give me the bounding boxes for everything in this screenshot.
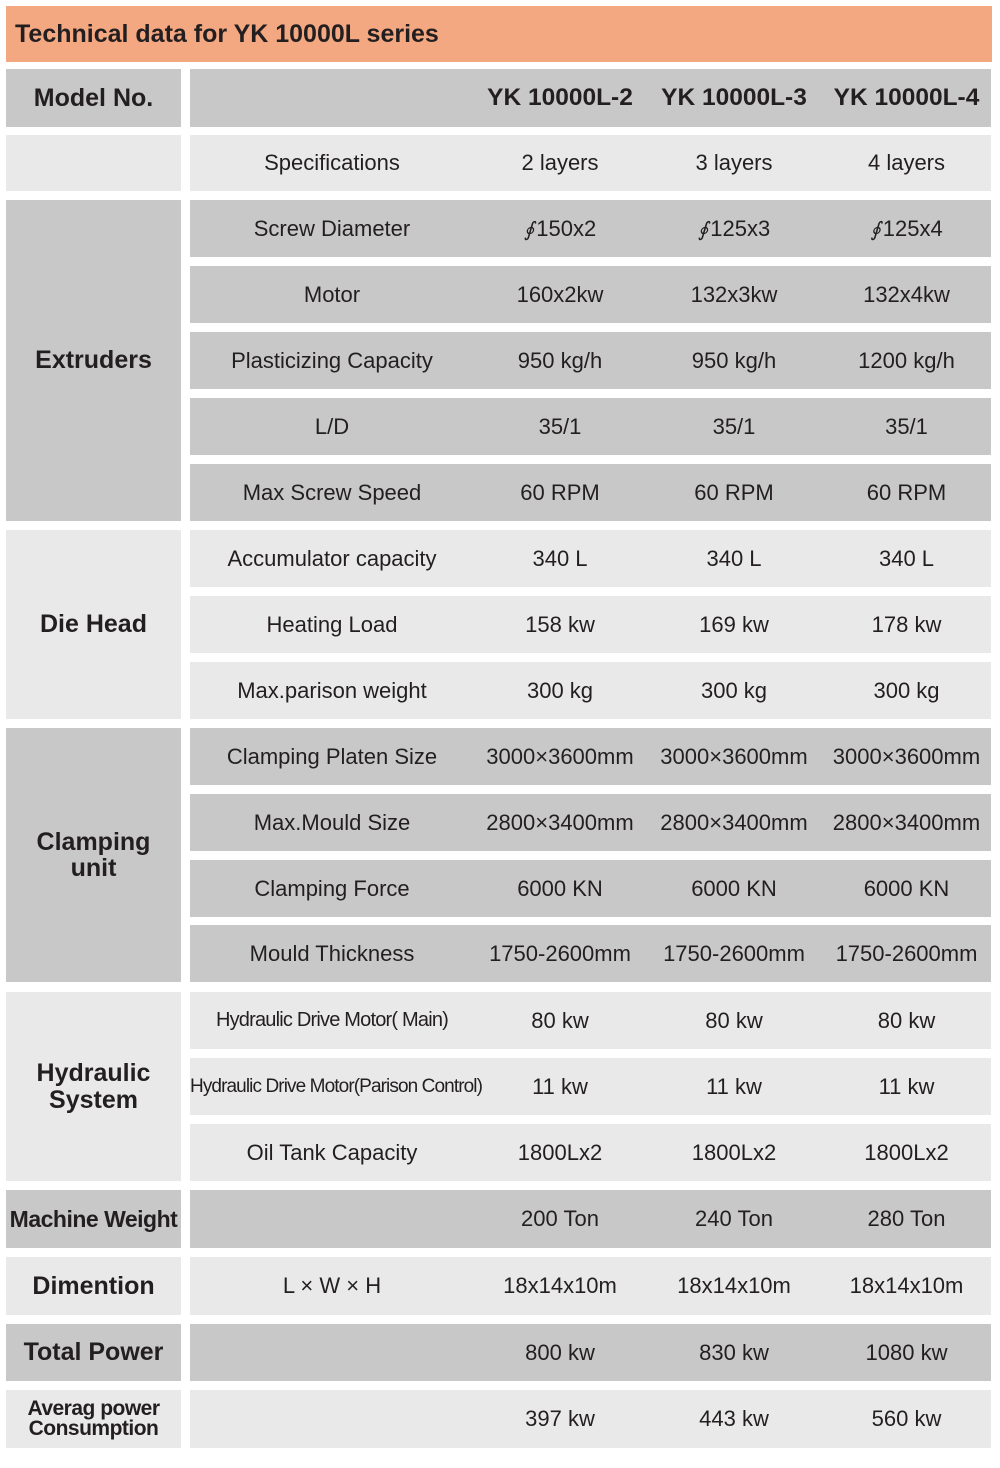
value-cell: 1800Lx2 bbox=[517, 1139, 603, 1165]
value-cell: 2 layers bbox=[521, 150, 599, 175]
value-cell: 3000×3600mm bbox=[832, 743, 981, 769]
spec-label: Hydraulic Drive Motor( Main) bbox=[215, 1009, 449, 1031]
category-dimention: Dimention bbox=[6, 1257, 181, 1315]
value-cell: 1750-2600mm bbox=[835, 940, 978, 966]
diameter-icon: ∮ bbox=[870, 216, 881, 241]
value-cell: ∮125x3 bbox=[697, 215, 771, 241]
spec-label: L/D bbox=[314, 413, 350, 439]
value-cell: 80 kw bbox=[531, 1007, 589, 1033]
value-cell: 35/1 bbox=[538, 413, 582, 439]
value-cell: 200 Ton bbox=[521, 1206, 599, 1231]
value-cell: 4 layers bbox=[867, 150, 946, 175]
value-cell: 18x14x10m bbox=[503, 1273, 617, 1298]
value-cell: 60 RPM bbox=[866, 479, 947, 505]
value-cell: ∮125x4 bbox=[870, 215, 943, 241]
table-row bbox=[190, 1324, 991, 1381]
category-hydraulic-system: Hydraulic System bbox=[6, 992, 181, 1181]
spec-label: Plasticizing Capacity bbox=[231, 347, 433, 373]
value-cell: 35/1 bbox=[885, 413, 928, 439]
category-average-power-consumption: Averag power Consumption bbox=[6, 1390, 181, 1448]
model-name: YK 10000L-4 bbox=[833, 84, 980, 111]
value-cell: 443 kw bbox=[699, 1406, 769, 1431]
spec-label: Max Screw Speed bbox=[242, 479, 422, 505]
table-row bbox=[190, 596, 991, 653]
table-row bbox=[190, 135, 991, 191]
table-row bbox=[190, 464, 991, 521]
value-cell: 300 kg bbox=[700, 677, 768, 703]
value-cell: 3 layers bbox=[695, 150, 773, 175]
value-cell: 6000 KN bbox=[691, 875, 777, 901]
spec-label: Hydraulic Drive Motor(Parison Control) bbox=[190, 1075, 483, 1097]
table-row bbox=[190, 1058, 991, 1115]
spec-label: Heating Load bbox=[266, 611, 398, 637]
category-die-head: Die Head bbox=[6, 530, 181, 719]
table-row bbox=[190, 398, 991, 455]
value-cell: 132x3kw bbox=[690, 281, 778, 307]
table-title bbox=[6, 6, 992, 62]
category-machine-weight: Machine Weight bbox=[6, 1190, 181, 1248]
value-cell: 950 kg/h bbox=[517, 347, 603, 373]
value-cell: 397 kw bbox=[525, 1406, 595, 1431]
value-cell: 178 kw bbox=[871, 611, 942, 637]
value-cell: 80 kw bbox=[877, 1007, 936, 1033]
value-cell: 1200 kg/h bbox=[858, 347, 955, 373]
value-cell: 3000×3600mm bbox=[660, 743, 808, 769]
spec-label: L × W × H bbox=[282, 1273, 382, 1298]
value-cell: 6000 KN bbox=[863, 875, 950, 901]
value-cell: 2800×3400mm bbox=[486, 809, 634, 835]
value-cell: 60 RPM bbox=[694, 479, 774, 505]
value-cell: 158 kw bbox=[525, 611, 595, 637]
value-cell: 280 Ton bbox=[867, 1206, 946, 1231]
value-cell: 1800Lx2 bbox=[864, 1139, 949, 1165]
model-header-row bbox=[190, 69, 991, 127]
value-cell: 340 L bbox=[532, 545, 588, 571]
table-row bbox=[190, 266, 991, 323]
table-row bbox=[190, 200, 991, 257]
spec-label: Max.parison weight bbox=[237, 677, 427, 703]
table-row bbox=[190, 794, 991, 851]
spec-label: Specifications bbox=[264, 150, 400, 175]
value-cell: 6000 KN bbox=[517, 875, 603, 901]
table-row bbox=[190, 860, 991, 917]
value-cell: 160x2kw bbox=[516, 281, 604, 307]
value-cell: ∮150x2 bbox=[523, 215, 597, 241]
value-cell: 11 kw bbox=[878, 1073, 935, 1099]
table-title-text: Technical data for YK 10000L series bbox=[15, 19, 439, 48]
spec-label: Mould Thickness bbox=[249, 940, 415, 966]
table-row bbox=[190, 1124, 991, 1181]
value-cell: 300 kg bbox=[526, 677, 594, 703]
spec-label: Screw Diameter bbox=[253, 215, 411, 241]
value-cell: 60 RPM bbox=[520, 479, 600, 505]
value-cell: 560 kw bbox=[871, 1406, 942, 1431]
specifications-category-blank bbox=[6, 135, 181, 191]
value-cell: 340 L bbox=[706, 545, 762, 571]
value-cell: 18x14x10m bbox=[849, 1273, 964, 1298]
value-cell: 80 kw bbox=[705, 1007, 763, 1033]
table-row bbox=[190, 925, 991, 982]
model-name: YK 10000L-3 bbox=[661, 84, 807, 111]
value-cell: 950 kg/h bbox=[691, 347, 777, 373]
table-row bbox=[190, 728, 991, 785]
table-row bbox=[190, 1190, 991, 1248]
value-cell: 18x14x10m bbox=[677, 1273, 791, 1298]
spec-label: Clamping Platen Size bbox=[226, 743, 438, 769]
value-cell: 11 kw bbox=[532, 1073, 588, 1099]
spec-label: Max.Mould Size bbox=[253, 809, 411, 835]
value-cell: 3000×3600mm bbox=[486, 743, 634, 769]
table-row bbox=[190, 1390, 991, 1448]
category-total-power: Total Power bbox=[6, 1324, 181, 1381]
category-extruders: Extruders bbox=[6, 200, 181, 521]
model-name: YK 10000L-2 bbox=[487, 84, 633, 111]
value-cell: 2800×3400mm bbox=[660, 809, 808, 835]
value-cell: 830 kw bbox=[699, 1339, 769, 1365]
spec-label: Accumulator capacity bbox=[227, 545, 437, 571]
value-cell: 300 kg bbox=[873, 677, 940, 703]
table-row bbox=[190, 530, 991, 587]
table-row bbox=[190, 662, 991, 719]
table-row bbox=[190, 992, 991, 1049]
value-cell: 800 kw bbox=[525, 1339, 595, 1365]
model-no-label: Model No. bbox=[6, 69, 181, 127]
spec-label: Oil Tank Capacity bbox=[246, 1139, 418, 1165]
value-cell: 1080 kw bbox=[865, 1339, 948, 1365]
value-cell: 240 Ton bbox=[695, 1206, 773, 1231]
spec-label: Motor bbox=[303, 281, 361, 307]
value-cell: 1750-2600mm bbox=[663, 940, 805, 966]
diameter-icon: ∮ bbox=[523, 216, 535, 241]
value-cell: 1750-2600mm bbox=[489, 940, 631, 966]
category-clamping-unit: Clamping unit bbox=[6, 728, 181, 982]
value-cell: 340 L bbox=[878, 545, 935, 571]
value-cell: 1800Lx2 bbox=[691, 1139, 777, 1165]
table-row bbox=[190, 332, 991, 389]
value-cell: 2800×3400mm bbox=[832, 809, 981, 835]
spec-label: Clamping Force bbox=[254, 875, 410, 901]
diameter-icon: ∮ bbox=[697, 216, 709, 241]
value-cell: 35/1 bbox=[712, 413, 756, 439]
value-cell: 169 kw bbox=[699, 611, 769, 637]
value-cell: 132x4kw bbox=[863, 281, 950, 307]
table-row bbox=[190, 1257, 991, 1315]
value-cell: 11 kw bbox=[706, 1073, 762, 1099]
